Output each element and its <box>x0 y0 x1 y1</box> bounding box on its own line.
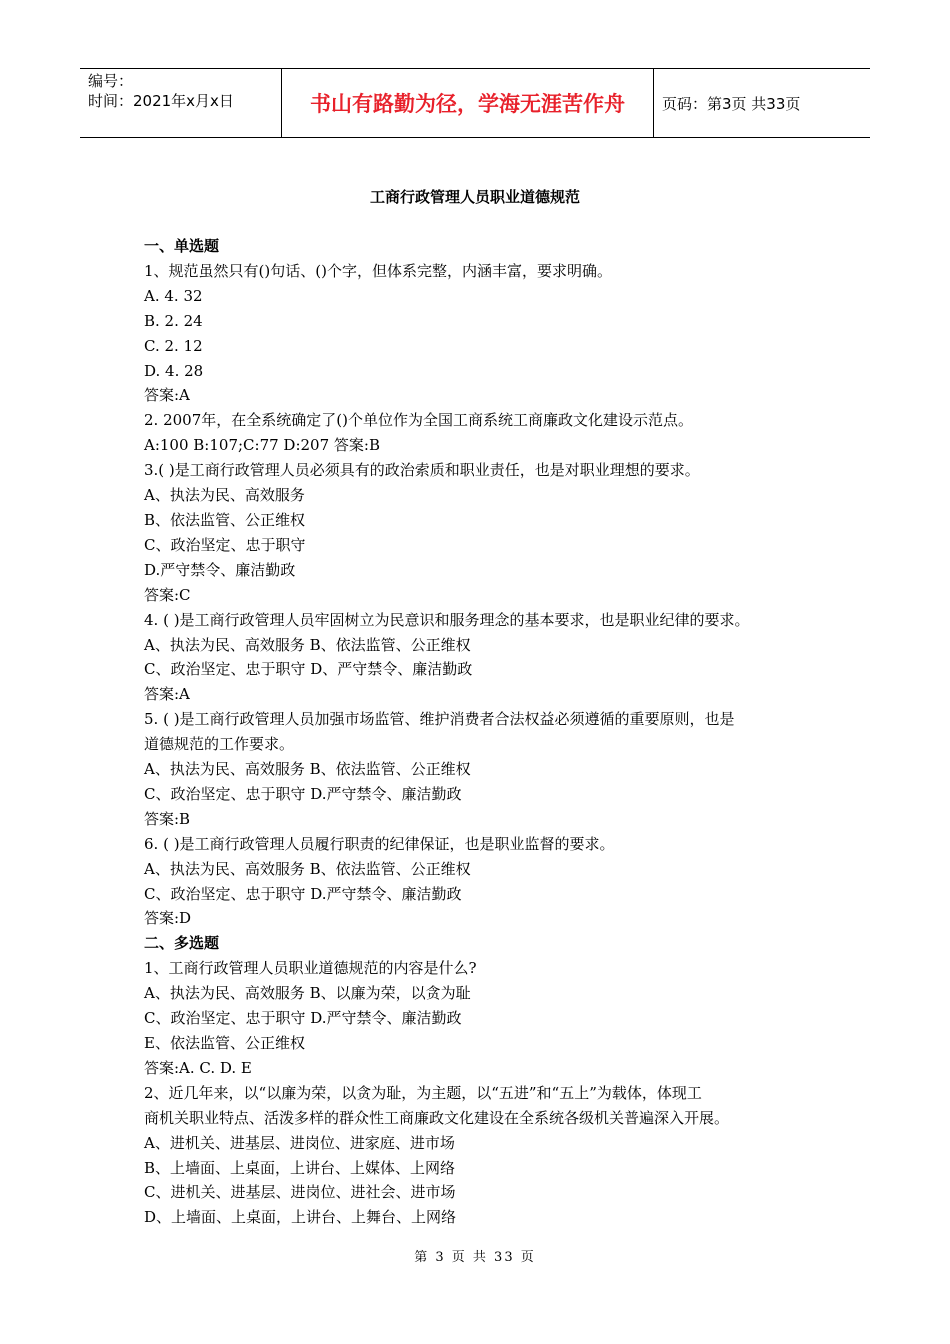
text-line: B、上墙面、上桌面，上讲台、上媒体、上网络 <box>144 1158 456 1177</box>
text-line: 2、近几年来，以“以廉为荣，以贪为耻，为主题，以“五进”和“五上”为载体，体现工 <box>144 1083 702 1102</box>
text-line: 1、工商行政管理人员职业道德规范的内容是什么? <box>144 959 477 978</box>
text-line: A、执法为民、高效服务 B、以廉为荣，以贪为耻 <box>144 984 471 1003</box>
section-heading: 一、单选题 <box>144 237 220 255</box>
text-line: D、上墙面、上桌面，上讲台、上舞台、上网络 <box>144 1208 457 1227</box>
text-line: A、进机关、进基层、进岗位、进家庭、进市场 <box>144 1133 455 1152</box>
section-heading: 二、多选题 <box>144 934 220 953</box>
text-line: D. 4. 28 <box>144 361 204 380</box>
text-line: A、执法为民、高效服务 <box>144 486 305 505</box>
text-line: B、依法监管、公正维权 <box>144 510 306 529</box>
number-label: 编号： <box>88 72 134 90</box>
text-line: 2. 2007年，在全系统确定了()个单位作为全国工商系统工商廉政文化建设示范点。 <box>144 411 693 430</box>
text-line: C. 2. 12 <box>144 336 203 355</box>
text-line: A. 4. 32 <box>144 286 203 305</box>
text-line: 答案:A. C. D. E <box>144 1058 252 1077</box>
text-line: C、政治坚定、忠于职守 D.严守禁令、廉洁勤政 <box>144 884 462 903</box>
document-header <box>80 68 870 138</box>
page-footer: 第 3 页 共 33 页 <box>414 1250 536 1265</box>
text-line: C、政治坚定、忠于职守 D.严守禁令、廉洁勤政 <box>144 1009 462 1028</box>
text-line: 5. ( )是工商行政管理人员加强市场监管、维护消费者合法权益必须遵循的重要原则，也是 <box>144 710 735 729</box>
text-line: 答案:B <box>144 809 191 828</box>
text-line: 1、规范虽然只有()句话、()个字，但体系完整，内涵丰富，要求明确。 <box>144 261 612 280</box>
text-line: D.严守禁令、廉洁勤政 <box>144 560 296 579</box>
header-meta <box>80 69 281 137</box>
text-line: B. 2. 24 <box>144 311 203 330</box>
text-line: 道德规范的工作要求。 <box>144 735 295 754</box>
text-line: 答案:A <box>144 685 190 704</box>
text-line: 4. ( )是工商行政管理人员牢固树立为民意识和服务理念的基本要求，也是职业纪律的要求。 <box>144 610 750 629</box>
text-line: E、依法监管、公正维权 <box>144 1034 305 1052</box>
text-line: 商机关职业特点、活泼多样的群众性工商廉政文化建设在全系统各级机关普遍深入开展。 <box>144 1108 730 1127</box>
text-line: A、执法为民、高效服务 B、依法监管、公正维权 <box>144 859 471 878</box>
date-label: 时间：2021年x月x日 <box>88 92 234 110</box>
text-line: 答案:D <box>144 909 192 928</box>
header-motto: 书山有路勤为径，学海无涯苦作舟 <box>281 69 654 137</box>
text-line: C、政治坚定、忠于职守 D、严守禁令、廉洁勤政 <box>144 660 473 679</box>
text-line: 6. ( )是工商行政管理人员履行职责的纪律保证，也是职业监督的要求。 <box>144 834 615 853</box>
text-line: 答案:C <box>144 585 191 604</box>
header-page-info: 页码：第3页 共33页 <box>662 94 801 113</box>
text-line: A、执法为民、高效服务 B、依法监管、公正维权 <box>144 635 471 654</box>
text-line: C、政治坚定、忠于职守 <box>144 535 306 554</box>
text-line: C、政治坚定、忠于职守 D.严守禁令、廉洁勤政 <box>144 784 462 803</box>
text-line: 3.( )是工商行政管理人员必须具有的政治索质和职业责任，也是对职业理想的要求。 <box>144 461 700 480</box>
text-line: A:100 B:107;C:77 D:207 答案:B <box>144 436 380 455</box>
document-body <box>144 234 834 1230</box>
document-title: 工商行政管理人员职业道德规范 <box>369 188 580 206</box>
text-line: 答案:A <box>144 386 190 405</box>
text-line: A、执法为民、高效服务 B、依法监管、公正维权 <box>144 760 471 779</box>
text-line: C、进机关、进基层、进岗位、进社会、进市场 <box>144 1183 456 1202</box>
